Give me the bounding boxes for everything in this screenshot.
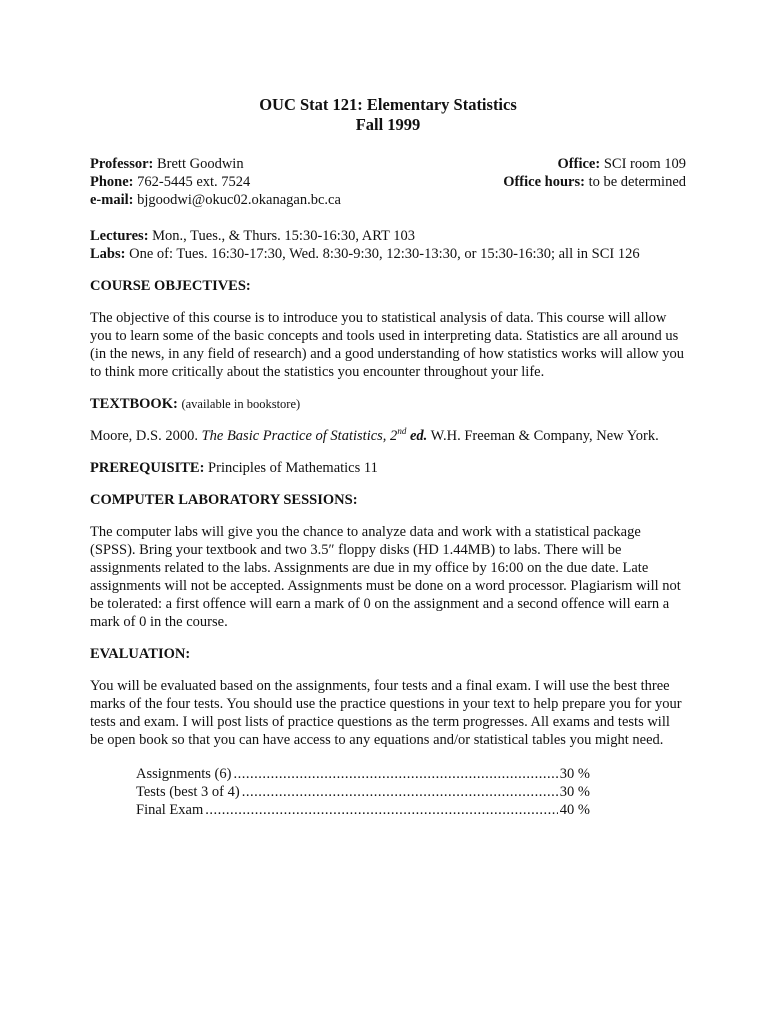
prerequisite-line: [90, 459, 686, 477]
evaluation-item-label: Tests (best 3 of 4): [136, 784, 240, 800]
contact-right: [503, 155, 686, 209]
lectures-value: Mon., Tues., & Thurs. 15:30-16:30, ART 103: [152, 228, 416, 244]
office-line: [503, 155, 686, 173]
textbook-citation: [90, 427, 686, 445]
contact-left: [90, 155, 341, 209]
email-address: bjgoodwi@okuc02.okanagan.bc.ca: [137, 192, 341, 208]
labs-text: The computer labs will give you the chance to analyze data and work with a statistical package (SPSS). Bring your textbook and two 3.5″ floppy disks (HD 1.44MB) to labs. There will be assignments related to the labs. Assignments are due in my office by 16:00 on the due date. Late assignments will not be accepted. Assignments must be done on a word processor. Plagiarism will not be tolerated: a first offence will earn a mark of 0 on the assignment and a second offence will earn a mark of 0 in the course.: [90, 524, 681, 630]
contact-block: [90, 155, 686, 209]
lectures-line: [90, 227, 686, 245]
phone-label: Phone:: [90, 174, 134, 190]
citation-suffix: W.H. Freeman & Company, New York.: [430, 428, 659, 444]
office-label: Office:: [557, 156, 601, 172]
phone-line: [90, 173, 341, 191]
office-room: SCI room 109: [603, 156, 686, 172]
lectures-label: Lectures:: [90, 228, 149, 244]
citation-prefix: Moore, D.S. 2000.: [90, 428, 198, 444]
course-title: OUC Stat 121: Elementary Statistics: [259, 95, 517, 114]
office-hours-value: to be determined: [588, 174, 686, 190]
labs-value: One of: Tues. 16:30-17:30, Wed. 8:30-9:30, 12:30-13:30, or 15:30-16:30; all in SCI 126: [129, 246, 640, 262]
dot-leader: [233, 765, 557, 783]
prerequisite-heading: PREREQUISITE:: [90, 460, 205, 476]
term-title: Fall 1999: [355, 115, 421, 134]
objectives-text: The objective of this course is to introduce you to statistical analysis of data. This course will allow you to learn some of the basic concepts and tools used in interpreting data. Statistics are all around us (in the news, in any field of research) and a good understanding of how statistics works will allow you to think more critically about the statistics you encounter throughout your life.: [90, 310, 684, 380]
labs-label: Labs:: [90, 246, 126, 262]
office-hours-label: Office hours:: [503, 174, 585, 190]
citation-sup: nd: [397, 426, 407, 437]
evaluation-row-final-exam: [136, 801, 590, 819]
professor-name: Brett Goodwin: [156, 156, 244, 172]
evaluation-item-percent: 40 %: [559, 802, 590, 818]
evaluation-row-tests: [136, 783, 590, 801]
textbook-note: (available in bookstore): [181, 397, 301, 411]
schedule-block: [90, 227, 686, 263]
textbook-heading-line: [90, 395, 686, 413]
evaluation-breakdown: [136, 765, 590, 819]
email-label: e-mail:: [90, 192, 134, 208]
textbook-heading: TEXTBOOK:: [90, 396, 178, 412]
objectives-heading: COURSE OBJECTIVES:: [90, 278, 251, 294]
evaluation-heading: EVALUATION:: [90, 646, 191, 662]
professor-label: Professor:: [90, 156, 154, 172]
professor-line: [90, 155, 341, 173]
evaluation-item-label: Assignments (6): [136, 766, 232, 782]
email-line: [90, 191, 341, 209]
labs-line: [90, 245, 686, 263]
phone-number: 762-5445 ext. 7524: [137, 174, 251, 190]
prerequisite-value: Principles of Mathematics 11: [208, 460, 378, 476]
office-hours-line: [503, 173, 686, 191]
evaluation-item-percent: 30 %: [559, 766, 590, 782]
dot-leader: [205, 801, 558, 819]
labs-heading: COMPUTER LABORATORY SESSIONS:: [90, 492, 358, 508]
evaluation-item-percent: 30 %: [559, 784, 590, 800]
document-title: [90, 95, 686, 135]
citation-edition: ed.: [409, 428, 428, 444]
dot-leader: [242, 783, 558, 801]
evaluation-text: You will be evaluated based on the assignments, four tests and a final exam. I will use the best three marks of the four tests. You should use the practice questions in your text to help prepare you for your tests and exam. I will post lists of practice questions as the term progresses. All exams and tests will be open book so that you can have access to any equations and/or statistical tables you might need.: [90, 678, 682, 748]
evaluation-item-label: Final Exam: [136, 802, 204, 818]
citation-title: The Basic Practice of Statistics, 2: [201, 428, 398, 444]
evaluation-row-assignments: [136, 765, 590, 783]
syllabus-page: [90, 95, 686, 819]
